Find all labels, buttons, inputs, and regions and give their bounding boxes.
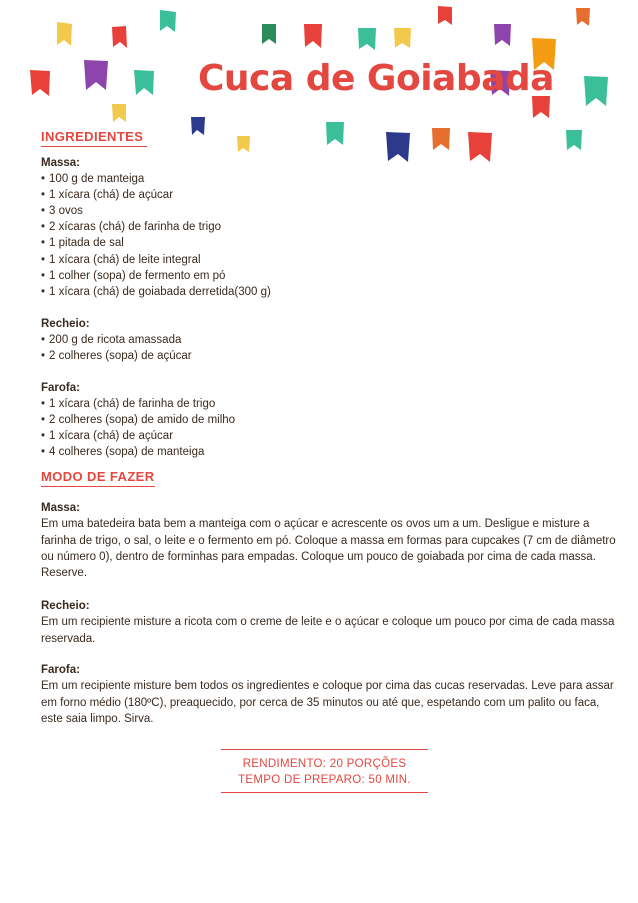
flag-icon [358,28,376,50]
flag-icon [438,6,452,25]
method-massa [41,500,616,581]
flag-icon [326,122,344,145]
list-item: • 1 xícara (chá) de açúcar [41,187,271,203]
flag-icon [134,70,154,95]
method-recheio-label: Recheio: [41,600,90,612]
list-item: • 2 xícaras (chá) de farinha de trigo [41,219,271,235]
list-item: • 1 colher (sopa) de fermento em pó [41,268,271,284]
prep-time-text: TEMPO DE PREPARO: 50 MIN. [238,774,411,786]
flag-icon [304,24,322,48]
flag-icon [191,117,205,135]
recipe-title: Cuca de Goiabada [198,58,554,99]
flag-icon [262,24,276,44]
flag-icon [112,104,126,122]
flag-icon [394,28,411,48]
list-item: • 3 ovos [41,203,271,219]
list-item: • 1 pitada de sal [41,235,271,251]
flag-icon [432,128,450,150]
ingredients-heading: INGREDIENTES [41,129,147,147]
flag-icon [112,26,127,48]
method-massa-text: Em uma batedeira bata bem a manteiga com o açúcar e acrescente os ovos um a um. Desligue e misture a farinha de trigo, o sal, o leite e o fermento em pó. Coloque a massa em formas para cupcakes (7 cm de diâmetro ou número 0), dentro de forminhas para empadas. Coloque um pouco de goiabada por cima de cada massa. Reserve. [41,518,616,580]
flag-icon [57,22,72,46]
flag-icon [160,10,176,32]
list-item: • 1 xícara (chá) de açúcar [41,428,235,444]
yield-box [221,749,428,793]
list-item: • 1 xícara (chá) de farinha de trigo [41,396,235,412]
flag-icon [576,8,590,26]
ingredients-recheio-label: Recheio: [41,318,90,330]
flag-icon [566,130,582,150]
flag-icon [237,136,250,152]
ingredients-farofa-label: Farofa: [41,382,80,394]
ingredients-recheio-list [41,332,192,364]
flag-icon [584,76,608,106]
ingredients-massa-label: Massa: [41,157,80,169]
list-item: • 100 g de manteiga [41,171,271,187]
flag-icon [468,132,492,162]
ingredients-farofa-list [41,396,235,460]
method-recheio [41,598,616,647]
method-recheio-text: Em um recipiente misture a ricota com o creme de leite e o açúcar e coloque um pouco por cima de cada massa reservada. [41,616,615,645]
flag-icon [494,24,511,46]
ingredients-farofa [41,380,235,460]
flag-icon [532,96,550,118]
method-massa-label: Massa: [41,502,80,514]
flag-icon [386,132,410,162]
yield-text: RENDIMENTO: 20 PORÇÕES [242,758,407,770]
flag-icon [84,60,108,90]
ingredients-massa-list [41,171,271,300]
ingredients-recheio [41,316,192,364]
list-item: • 200 g de ricota amassada [41,332,192,348]
list-item: • 2 colheres (sopa) de amido de milho [41,412,235,428]
method-heading: MODO DE FAZER [41,469,155,487]
method-farofa [41,662,616,727]
method-farofa-label: Farofa: [41,664,80,676]
list-item: • 1 xícara (chá) de leite integral [41,252,271,268]
list-item: • 1 xícara (chá) de goiabada derretida(300 g) [41,284,271,300]
flag-icon [30,70,50,96]
ingredients-massa [41,155,271,300]
method-farofa-text: Em um recipiente misture bem todos os ingredientes e coloque por cima das cucas reservadas. Leve para assar em forno médio (180ºC), preaquecido, por cerca de 35 minutos ou até que, espetando com um palito ou faca, este saia limpo. Sirva. [41,680,614,725]
list-item: • 2 colheres (sopa) de açúcar [41,348,192,364]
list-item: • 4 colheres (sopa) de manteiga [41,444,235,460]
